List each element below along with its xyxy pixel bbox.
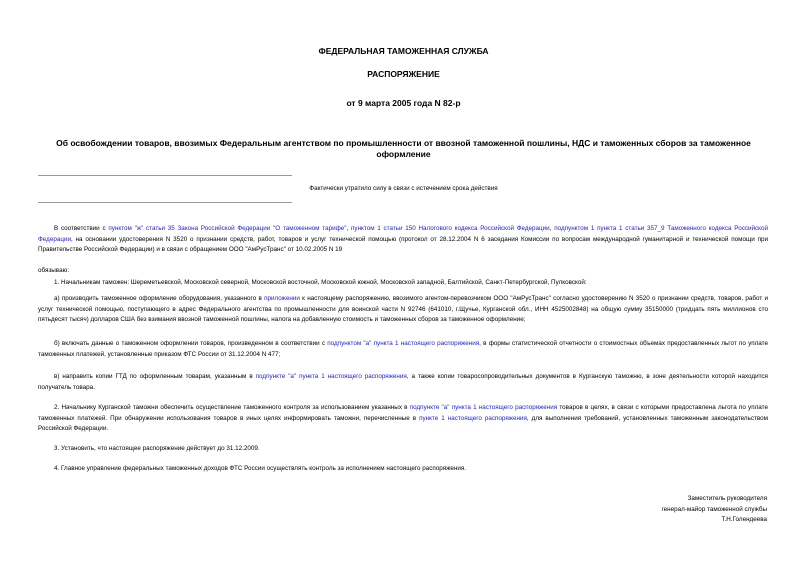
item-text: в) направить копии ГТД по оформленным товарам, указанным в xyxy=(54,373,256,380)
subitem-a-link[interactable]: подпунктом "а" пункта 1 настоящего распоряжения xyxy=(327,340,480,347)
item-1-link[interactable]: пункте 1 настоящего распоряжения xyxy=(419,414,527,422)
item-2 xyxy=(38,403,768,435)
item-text: 2. Начальнику Курганской таможни обеспечить осуществление таможенного контроля за использованием указанных в xyxy=(54,404,410,411)
item-text: , а также копии товаросопроводительных документов в Курганскую таможню, в зоне деятельности которой находится получатель товара. xyxy=(38,373,768,391)
item-text: к настоящему распоряжению, ввозимого агентом-перевозчиком ООО "АмРусТранс" согласно удостоверению N 3520 о признании средств, товаров, работ и услуг технической помощью, поступающего в адрес Федерального агентства по промышленности для воинской части N 92746 (641010, г.Щучье, Курганской обл., ИНН 4525002848) на общую сумму 35150000 (тридцать пять миллионов сто пятьдесят тысяч) долларов США без взимания ввозной таможенной пошлины, налога на добавленную стоимость и таможенных сборов за таможенное оформление; xyxy=(38,295,768,323)
signature-name: Т.Н.Голендеева xyxy=(721,516,767,523)
obligate-line: обязываю: xyxy=(38,267,70,274)
preamble-text: , xyxy=(549,225,555,232)
customs-tariff-law-link[interactable]: пунктом "ж" статьи 35 Закона Российской Федерации "О таможенном тарифе" xyxy=(108,225,347,232)
preamble-text: , на основании удостоверения N 3520 о признании средств, работ, товаров и услуг технической помощью (протокол от 28.12.2004 N 6 заседания Комиссии по вопросам международной гуманитарной и технической помощи при Правительстве Российской Федерации) и в связи с обращением ООО "АмРусТранс" от 10.02.2005 N 19 xyxy=(38,235,768,253)
status-note: Фактически утратило силу в связи с истечением срока действия xyxy=(309,185,498,192)
item-text: а) производить таможенное оформление оборудования, указанного в xyxy=(54,295,265,302)
signature-position: Заместитель руководителя xyxy=(687,495,767,502)
item-text: б) включать данные о таможенном оформлении товаров, произведенном в соответствии с xyxy=(54,340,328,347)
item-1b xyxy=(38,339,768,360)
document-type: РАСПОРЯЖЕНИЕ xyxy=(367,69,440,79)
tax-code-link[interactable]: пунктом 1 статьи 150 Налогового кодекса Российской Федерации xyxy=(351,225,550,232)
subitem-a-link[interactable]: подпункте "а" пункта 1 настоящего распоряжения xyxy=(409,404,558,411)
agency-name: ФЕДЕРАЛЬНАЯ ТАМОЖЕННАЯ СЛУЖБА xyxy=(318,46,489,56)
appendix-link[interactable]: приложении xyxy=(264,295,300,302)
signature-block xyxy=(507,494,767,526)
customs-code-link[interactable]: подпунктом 1 пункта 1 статьи 357_9 Таможенного кодекса Российской Федерации xyxy=(38,225,769,243)
preamble-paragraph xyxy=(38,224,768,256)
item-text: , для выполнения требований, установленных таможенным законодательством Российской Федерации. xyxy=(38,414,769,432)
document-date-number: от 9 марта 2005 года N 82-р xyxy=(346,98,461,108)
divider-top xyxy=(38,175,292,176)
preamble-text: В соответствии с xyxy=(54,225,109,232)
item-1c xyxy=(38,372,768,393)
document-title: Об освобождении товаров, ввозимых Федеральным агентством по промышленности от ввозной таможенной пошлины, НДС и таможенных сборов за таможенное оформление xyxy=(56,138,751,159)
preamble-text: , xyxy=(346,225,352,232)
item-text: , в формы статистической отчетности о стоимостных объемах предоставленных льгот по уплате таможенных платежей, установленные приказом ФТС России от 31.12.2004 N 477; xyxy=(38,340,768,358)
item-4: 4. Главное управление федеральных таможенных доходов ФТС России осуществлять контроль за исполнением настоящего распоряжения. xyxy=(54,465,467,472)
item-text: товаров в целях, в связи с которыми предоставлена льгота по уплате таможенных платежей. При обнаружении использования товаров в иных целях информировать таможни, перечисленные в xyxy=(38,404,768,422)
signature-rank: генерал-майор таможенной службы xyxy=(661,505,767,513)
item-1a xyxy=(38,294,768,326)
item-3: 3. Установить, что настоящее распоряжение действует до 31.12.2009. xyxy=(54,445,260,452)
item-1: 1. Начальникам таможен: Шереметьевской, Московской северной, Московской восточной, Московской южной, Московской западной, Балтийской, Санкт-Петербургской, Пулковской: xyxy=(54,279,587,286)
subitem-a-link[interactable]: подпункте "а" пункта 1 настоящего распоряжения xyxy=(255,373,407,380)
divider-bottom xyxy=(38,202,292,203)
